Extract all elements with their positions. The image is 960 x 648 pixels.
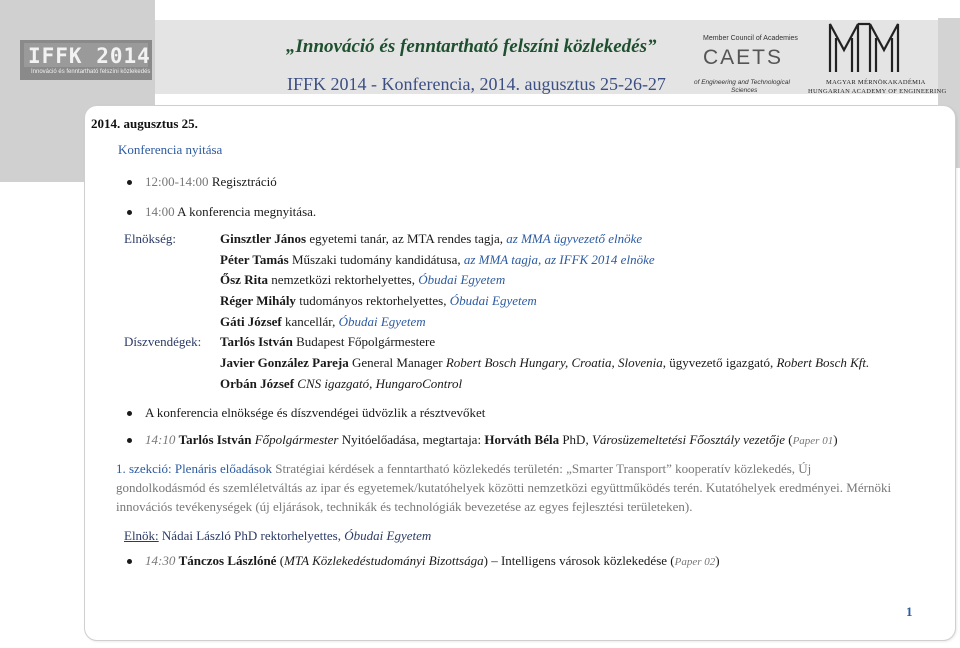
paper-open: ( [788, 432, 793, 447]
bullet-icon [127, 411, 132, 416]
paper-close: ) [715, 553, 720, 568]
item-text: Regisztráció [211, 174, 277, 189]
guest-company-2: Robert Bosch Kft. [776, 355, 870, 370]
caets-member-text: Member Council of Academies [703, 35, 798, 42]
member-role: tudományos rektorhelyettes, [299, 293, 450, 308]
guest [220, 377, 462, 390]
member-affiliation: az MMA ügyvezető elnöke [506, 231, 643, 246]
member-name: Réger Mihály [220, 293, 296, 308]
bullet-icon [127, 438, 132, 443]
presidium-member [220, 294, 537, 307]
guest-role: CNS igazgató, HungaroControl [297, 376, 463, 391]
talk-org: MTA Közlekedéstudományi Bizottsága [284, 553, 484, 568]
guest-name: Orbán József [220, 376, 295, 391]
member-role: Műszaki tudomány kandidátusa, [291, 252, 464, 267]
conference-slogan: „Innováció és fenntartható felszíni közlekedés” [286, 36, 657, 57]
conference-title: IFFK 2014 - Konferencia, 2014. augusztus 25-26-27 [287, 74, 666, 94]
caets-subtitle-2: Sciences [731, 87, 758, 94]
talk-role: Főpolgármester [254, 432, 339, 447]
welcome-text: A konferencia elnöksége és díszvendégei üdvözlik a résztvevőket [145, 405, 486, 420]
talk-name: Tánczos Lászlóné [178, 553, 277, 568]
mma-logo-icon [826, 20, 908, 75]
talk-mid: Nyitóelőadása, megtartaja: [341, 432, 482, 447]
caets-logo: CAETS [703, 46, 784, 69]
iffk-logo-text: IFFK 2014 [28, 44, 151, 68]
talk-name: Tarlós István [178, 432, 252, 447]
iffk-logo-subtitle: Innováció és fenntartható felszíni közlekedés [31, 69, 151, 75]
section-line-1 [116, 462, 811, 475]
chair-affiliation: Óbudai Egyetem [344, 528, 432, 543]
section-title: 1. szekció: Plenáris előadások [116, 461, 272, 476]
talk-item [145, 554, 720, 568]
mma-name-en: HUNGARIAN ACADEMY OF ENGINEERING [808, 88, 947, 95]
guest-name: Javier González Pareja [220, 355, 349, 370]
member-name: Péter Tamás [220, 252, 289, 267]
chair-name: Nádai László [161, 528, 231, 543]
talk-item [145, 433, 838, 447]
presidium-label: Elnökség: [124, 231, 176, 246]
presidium-member [220, 253, 655, 266]
talk-dept: Városüzemeltetési Főosztály vezetője [591, 432, 785, 447]
member-affiliation: Óbudai Egyetem [449, 293, 537, 308]
guest-role: Budapest Főpolgármestere [296, 334, 436, 349]
talk-time: 14:30 [145, 553, 176, 568]
member-role: nemzetközi rektorhelyettes, [271, 272, 419, 287]
talk-speaker: Horváth Béla [484, 432, 560, 447]
presidium-member [220, 232, 642, 245]
presidium-member [220, 273, 505, 286]
chair-label: Elnök: [124, 528, 159, 543]
section-line-2: gondolkodásmód és szemléletváltás az ipar és egyetemek/kutatóhelyek közötti nemzetközi együttműködés terén. Kutatóhelyek eredményei. Mérnöki [116, 480, 892, 495]
guest-role: General Manager [352, 355, 446, 370]
paper-ref: Paper 01 [792, 435, 834, 447]
program-date: 2014. augusztus 25. [91, 116, 198, 131]
member-name: Ginsztler János [220, 231, 307, 246]
mma-name-hu: MAGYAR MÉRNÖKAKADÉMIA [826, 79, 926, 86]
guest-name: Tarlós István [220, 334, 293, 349]
member-affiliation: Óbudai Egyetem [338, 314, 426, 329]
paper-ref: Paper 02 [674, 556, 716, 568]
member-name: Ősz Rita [220, 272, 269, 287]
guest [220, 356, 869, 369]
paper-close: ) [833, 432, 838, 447]
guest-role-2: , ügyvezető igazgató, [662, 355, 777, 370]
opening-heading: Konferencia nyitása [118, 142, 223, 157]
guest [220, 335, 435, 348]
member-role: kancellár, [284, 314, 339, 329]
item-time: 12:00-14:00 [145, 174, 209, 189]
page-number: 1 [906, 604, 913, 619]
item-time: 14:00 [145, 204, 175, 219]
paper-open: ( [670, 553, 675, 568]
talk-time: 14:10 [145, 432, 176, 447]
guests-label: Díszvendégek: [124, 334, 202, 349]
presidium-member [220, 315, 426, 328]
member-name: Gáti József [220, 314, 282, 329]
bullet-icon [127, 180, 132, 185]
list-item [145, 205, 316, 218]
section-line-3: innovációs tevékenységek (új eljárások, technikák és technológiák bevezetése az egyes fejlesztési területeken). [116, 499, 693, 514]
talk-open: ( [279, 553, 285, 568]
caets-subtitle-1: of Engineering and Technological [694, 79, 790, 86]
session-chair [124, 529, 431, 542]
member-role: egyetemi tanár, az MTA rendes tagja, [309, 231, 507, 246]
talk-close: ) [483, 553, 488, 568]
list-item [145, 175, 277, 188]
talk-degree: PhD, [562, 432, 589, 447]
bullet-icon [127, 210, 132, 215]
section-desc: Stratégiai kérdések a fenntartható közlekedés területén: „Smarter Transport” kooperatív közlekedés, Új [275, 461, 812, 476]
guest-company: Robert Bosch Hungary, Croatia, Slovenia [445, 355, 663, 370]
chair-role: PhD rektorhelyettes, [234, 528, 345, 543]
bullet-icon [127, 559, 132, 564]
member-affiliation: az MMA tagja, az IFFK 2014 elnöke [463, 252, 655, 267]
item-text: A konferencia megnyitása. [177, 204, 317, 219]
talk-title: – Intelligens városok közlekedése [491, 553, 668, 568]
member-affiliation: Óbudai Egyetem [418, 272, 506, 287]
